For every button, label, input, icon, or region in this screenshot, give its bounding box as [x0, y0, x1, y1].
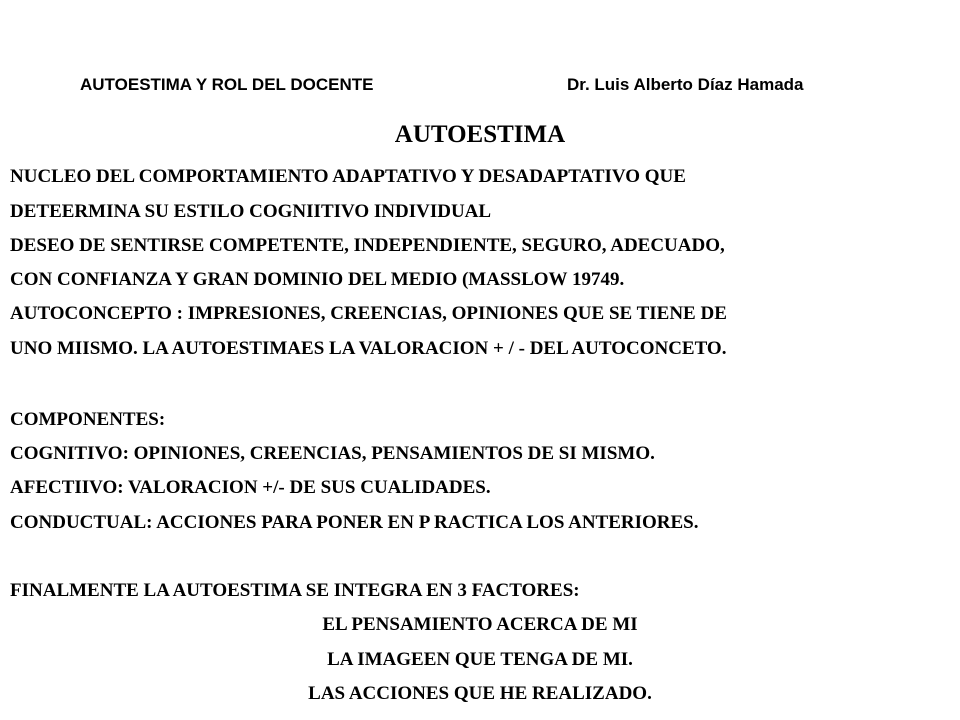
components-heading: COMPONENTES: — [10, 409, 166, 430]
body-line: DETEERMINA SU ESTILO COGNIITIVO INDIVIDUAL — [10, 201, 492, 222]
body-line: CON CONFIANZA Y GRAN DOMINIO DEL MEDIO (MASSLOW 19749. — [10, 269, 625, 290]
factor-item: LAS ACCIONES QUE HE REALIZADO. — [308, 683, 652, 704]
component-item: AFECTIIVO: VALORACION +/- DE SUS CUALIDADES. — [10, 477, 491, 498]
body-line: NUCLEO DEL COMPORTAMIENTO ADAPTATIVO Y DESADAPTATIVO QUE — [10, 166, 686, 187]
factor-item: LA IMAGEEN QUE TENGA DE MI. — [327, 649, 633, 670]
header-author: Dr. Luis Alberto Díaz Hamada — [567, 75, 804, 94]
header-title: AUTOESTIMA Y ROL DEL DOCENTE — [80, 75, 374, 94]
factor-item: EL PENSAMIENTO ACERCA DE MI — [322, 614, 638, 635]
component-item: COGNITIVO: OPINIONES, CREENCIAS, PENSAMIENTOS DE SI MISMO. — [10, 443, 655, 464]
main-title: AUTOESTIMA — [394, 121, 566, 148]
factors-heading: FINALMENTE LA AUTOESTIMA SE INTEGRA EN 3 FACTORES: — [10, 580, 580, 601]
body-line: UNO MIISMO. LA AUTOESTIMAES LA VALORACION + / - DEL AUTOCONCETO. — [10, 338, 727, 359]
body-line: DESEO DE SENTIRSE COMPETENTE, INDEPENDIENTE, SEGURO, ADECUADO, — [10, 235, 725, 256]
body-line: AUTOCONCEPTO : IMPRESIONES, CREENCIAS, OPINIONES QUE SE TIENE DE — [10, 303, 727, 324]
component-item: CONDUCTUAL: ACCIONES PARA PONER EN P RACTICA LOS ANTERIORES. — [10, 512, 699, 533]
